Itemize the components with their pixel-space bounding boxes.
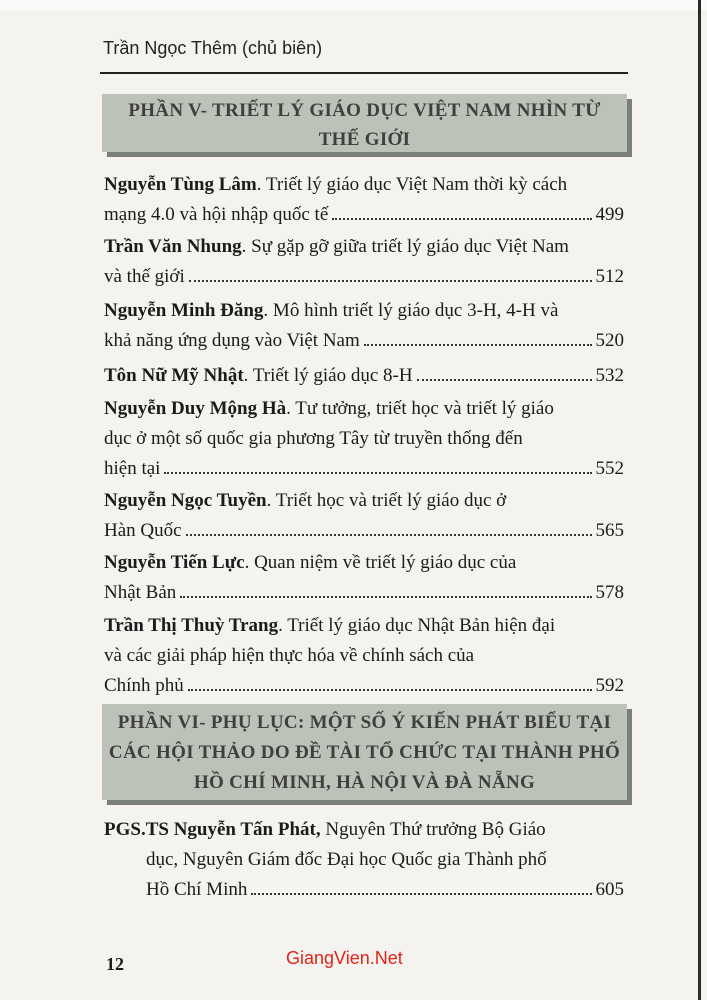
entry-author: Trần Thị Thuỳ Trang — [104, 615, 279, 636]
entry-title-end: hiện tại — [104, 458, 161, 479]
entry-title: . Quan niệm về triết lý giáo dục của — [244, 552, 517, 573]
entry-author: Nguyễn Tiến Lực — [104, 552, 245, 573]
entry-author: Nguyễn Ngọc Tuyền — [104, 490, 267, 511]
section-vi-line2: CÁC HỘI THẢO DO ĐỀ TÀI TỔ CHỨC TẠI THÀNH PHỐ — [108, 742, 621, 763]
entry-title: . Mô hình triết lý giáo dục 3-H, 4-H và — [263, 300, 559, 321]
entry-author: PGS.TS Nguyễn Tấn Phát, — [104, 819, 321, 840]
toc-entry[interactable] — [104, 361, 624, 391]
section-vi-heading — [102, 704, 627, 800]
section-vi-line3: HỒ CHÍ MINH, HÀ NỘI VÀ ĐÀ NẴNG — [193, 772, 536, 793]
entry-leader-line — [104, 578, 624, 608]
dot-leader — [164, 472, 591, 474]
entry-page: 592 — [595, 675, 624, 696]
dot-leader — [189, 280, 592, 282]
running-head: Trần Ngọc Thêm (chủ biên) — [103, 38, 323, 58]
page-right-edge — [698, 0, 701, 1000]
toc-entry[interactable] — [104, 548, 624, 608]
entry-leader-line — [104, 262, 624, 292]
toc-entry[interactable] — [104, 611, 624, 701]
entry-title: . Tư tưởng, triết học và triết lý giáo — [286, 398, 554, 419]
entry-leader-line — [104, 361, 624, 391]
entry-leader-line — [104, 200, 624, 230]
entry-page: 565 — [595, 520, 624, 541]
page-number: 12 — [106, 954, 124, 974]
entry-title: Nguyên Thứ trưởng Bộ Giáo — [320, 819, 546, 840]
dot-leader — [180, 596, 591, 598]
header-rule — [100, 72, 628, 74]
entry-title-middle: và các giải pháp hiện thực hóa về chính sách của — [104, 645, 475, 666]
entry-page: 552 — [595, 458, 624, 479]
section-v-line1: PHẦN V- TRIẾT LÝ GIÁO DỤC VIỆT NAM NHÌN TỪ — [128, 100, 601, 121]
dot-leader — [364, 344, 592, 346]
toc-entry[interactable] — [104, 296, 624, 356]
entry-author: Tôn Nữ Mỹ Nhật — [104, 365, 244, 386]
toc-entry[interactable] — [104, 486, 624, 546]
entry-leader-line — [104, 875, 624, 905]
watermark-text: GiangVien.Net — [286, 948, 403, 968]
entry-author: Nguyễn Minh Đăng — [104, 300, 264, 321]
entry-author: Trần Văn Nhung — [104, 236, 242, 257]
entry-leader-line — [104, 671, 624, 701]
dot-leader — [251, 893, 591, 895]
entry-leader-line — [104, 454, 624, 484]
dot-leader — [188, 689, 592, 691]
entry-title: . Sự gặp gỡ giữa triết lý giáo dục Việt Nam — [241, 236, 569, 257]
section-v-heading — [102, 94, 627, 152]
entry-page: 499 — [595, 204, 624, 225]
entry-title-end: Hồ Chí Minh — [146, 879, 248, 900]
section-v-line2: THẾ GIỚI — [318, 129, 411, 150]
toc-entry[interactable] — [104, 394, 624, 484]
section-vi-line1: PHẦN VI- PHỤ LỤC: MỘT SỐ Ý KIẾN PHÁT BIỂU TẠI — [117, 712, 612, 733]
entry-page: 578 — [595, 582, 624, 603]
page-top-edge — [0, 0, 707, 10]
entry-page: 520 — [595, 330, 624, 351]
entry-title-middle: dục, Nguyên Giám đốc Đại học Quốc gia Thành phố — [146, 849, 547, 870]
entry-title: . Triết học và triết lý giáo dục ở — [266, 490, 507, 511]
toc-entry[interactable] — [104, 170, 624, 230]
toc-entry-appendix[interactable] — [104, 815, 624, 905]
entry-author: Nguyễn Tùng Lâm — [104, 174, 257, 195]
toc-entry[interactable] — [104, 232, 624, 292]
entry-title: . Triết lý giáo dục Việt Nam thời kỳ cách — [256, 174, 568, 195]
entry-title-end: mạng 4.0 và hội nhập quốc tế — [104, 204, 329, 225]
entry-page: 512 — [595, 266, 624, 287]
entry-title-end: khả năng ứng dụng vào Việt Nam — [104, 330, 360, 351]
entry-page: 605 — [595, 879, 624, 900]
dot-leader — [332, 218, 591, 220]
dot-leader — [186, 534, 592, 536]
entry-leader-line — [104, 326, 624, 356]
entry-title-end: và thế giới — [104, 266, 185, 287]
entry-title-end: Nhật Bản — [104, 582, 177, 603]
entry-page: 532 — [595, 365, 624, 386]
entry-title-end: Chính phủ — [104, 675, 184, 696]
entry-title: . Triết lý giáo dục Nhật Bản hiện đại — [278, 615, 556, 636]
dot-leader — [417, 379, 592, 381]
entry-title-middle: dục ở một số quốc gia phương Tây từ truyền thống đến — [104, 428, 523, 449]
entry-leader-line — [104, 516, 624, 546]
entry-title: . Triết lý giáo dục 8-H — [243, 365, 413, 386]
entry-author: Nguyễn Duy Mộng Hà — [104, 398, 287, 419]
entry-title-end: Hàn Quốc — [104, 520, 182, 541]
